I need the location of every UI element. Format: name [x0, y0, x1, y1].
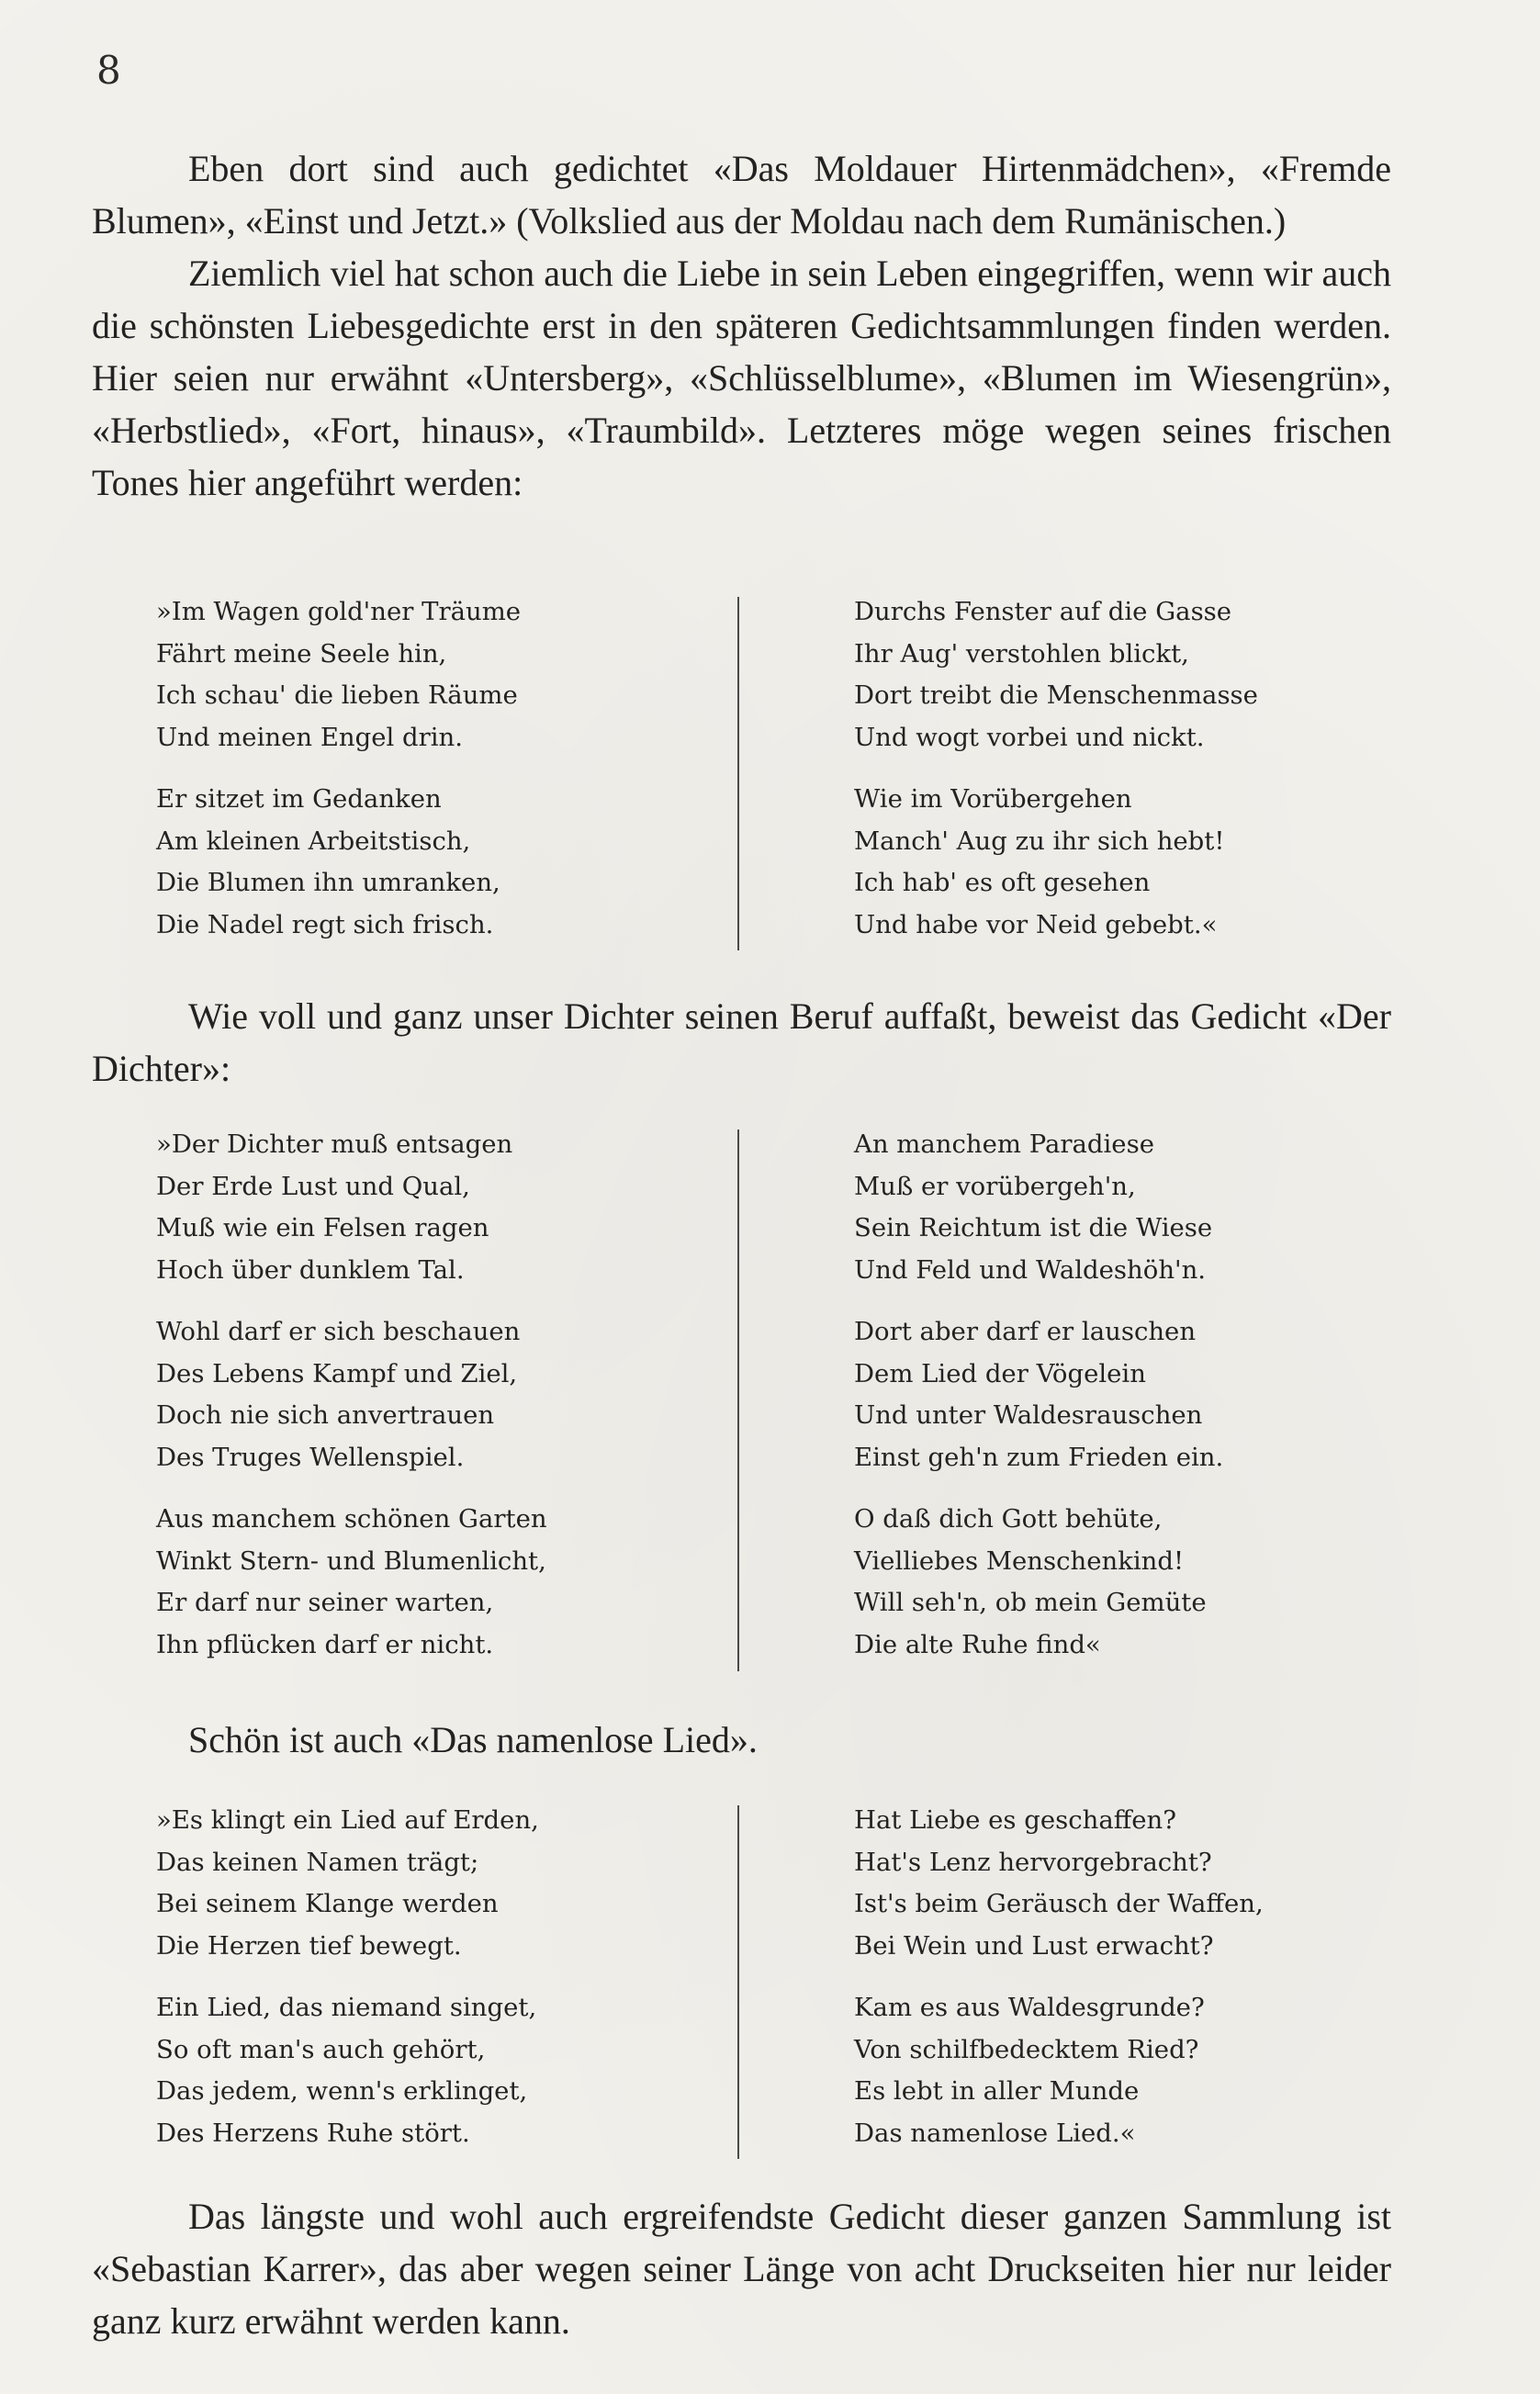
verse-line: Das keinen Namen trägt; — [156, 1847, 479, 1877]
intro-text — [92, 142, 1391, 509]
verse-line: Des Herzens Ruhe stört. — [156, 2118, 470, 2148]
stanza — [156, 591, 716, 759]
verse-line: Kam es aus Waldesgrunde? — [854, 1993, 1205, 2022]
verse-line: Die Herzen tief bewegt. — [156, 1930, 462, 1961]
verse-line: Das namenlose Lied.« — [854, 2118, 1136, 2148]
verse-line: Ist's beim Geräusch der Waffen, — [854, 1889, 1264, 1918]
verse-line: Dem Lied der Vögelein — [854, 1358, 1146, 1388]
stanza — [156, 1987, 716, 2154]
verse-line: Er sitzet im Gedanken — [156, 784, 442, 814]
poem-der-dichter-right-column — [854, 1124, 1414, 1686]
verse-line: Bei seinem Klange werden — [156, 1889, 499, 1918]
verse-line: Die alte Ruhe find« — [854, 1629, 1101, 1659]
poem-der-dichter — [156, 1124, 1377, 1675]
verse-line: »Der Dichter muß entsagen — [156, 1130, 513, 1159]
page-number: 8 — [96, 48, 121, 93]
poem-traumbild-right-column — [854, 591, 1414, 966]
verse-line: Dort aber darf er lauschen — [854, 1317, 1197, 1346]
verse-line: Hat's Lenz hervorgebracht? — [854, 1847, 1212, 1877]
verse-line: Von schilfbedecktem Ried? — [854, 2034, 1199, 2064]
poem-traumbild — [156, 591, 1377, 950]
verse-line: Ein Lied, das niemand singet, — [156, 1993, 537, 2022]
verse-line: Ich hab' es oft gesehen — [854, 868, 1151, 897]
verse-line: Und Feld und Waldeshöh'n. — [854, 1254, 1207, 1285]
verse-line: Die Nadel regt sich frisch. — [156, 909, 494, 939]
stanza — [854, 1124, 1414, 1291]
verse-line: Will seh'n, ob mein Gemüte — [854, 1588, 1207, 1617]
verse-line: Es lebt in aller Munde — [854, 2076, 1140, 2106]
verse-line: Die Blumen ihn umranken, — [156, 868, 500, 897]
verse-line: Am kleinen Arbeitstisch, — [156, 826, 471, 856]
verse-line: Ich schau' die lieben Räume — [156, 680, 518, 710]
column-divider — [737, 1805, 739, 2159]
closing-paragraph: Das längste und wohl auch ergreifendste Gedicht dieser ganzen Sammlung ist «Sebastian Karrer», das aber wegen seiner Länge von acht Druckseiten hier nur leider ganz kurz erwähnt werden kann. — [92, 2196, 1391, 2342]
verse-line: Aus manchem schönen Garten — [156, 1504, 547, 1534]
namenlose-lied-intro: Schön ist auch «Das namenlose Lied». — [188, 1719, 758, 1760]
verse-line: Sein Reichtum ist die Wiese — [854, 1213, 1213, 1242]
verse-line: Und meinen Engel drin. — [156, 722, 464, 752]
stanza — [156, 1499, 716, 1666]
stanza — [854, 1800, 1414, 1967]
stanza — [156, 1311, 716, 1478]
verse-line: Hoch über dunklem Tal. — [156, 1254, 465, 1285]
poem-der-dichter-left-column — [156, 1124, 716, 1686]
poem-namenlose-lied — [156, 1800, 1377, 2158]
poem-namenlose-lied-right-column — [854, 1800, 1414, 2175]
closing-text — [92, 2190, 1391, 2347]
verse-line: O daß dich Gott behüte, — [854, 1504, 1163, 1534]
verse-line: Vielliebes Menschenkind! — [854, 1545, 1185, 1576]
verse-line: Hat Liebe es geschaffen? — [854, 1805, 1177, 1835]
stanza — [156, 779, 716, 946]
verse-line: Ihn pflücken darf er nicht. — [156, 1629, 494, 1659]
intro-paragraph-2: Ziemlich viel hat schon auch die Liebe in sein Leben eingegriffen, wenn wir auch die schönsten Liebesgedichte erst in den späteren Gedichtsammlungen finden werden. Hier seien nur erwähnt «Untersberg», «Schlüsselblume», «Blumen im Wiesengrün», «Herbstlied», «Fort, hinaus», «Traumbild». Letzteres möge wegen seines frischen Tones hier angeführt werden: — [92, 253, 1391, 503]
stanza — [854, 1499, 1414, 1666]
stanza — [854, 591, 1414, 759]
verse-line: Des Truges Wellenspiel. — [156, 1442, 465, 1472]
stanza — [854, 1987, 1414, 2154]
verse-line: Und unter Waldesrauschen — [854, 1400, 1203, 1430]
verse-line: Der Erde Lust und Qual, — [156, 1171, 470, 1201]
verse-line: »Es klingt ein Lied auf Erden, — [156, 1805, 539, 1835]
verse-line: Durchs Fenster auf die Gasse — [854, 597, 1232, 626]
verse-line: Wie im Vorübergehen — [854, 784, 1132, 814]
verse-line: Muß wie ein Felsen ragen — [156, 1213, 489, 1242]
verse-line: Muß er vorübergeh'n, — [854, 1171, 1136, 1201]
verse-line: Winkt Stern- und Blumenlicht, — [156, 1545, 546, 1576]
verse-line: Das jedem, wenn's erklinget, — [156, 2076, 528, 2106]
verse-line: Des Lebens Kampf und Ziel, — [156, 1358, 518, 1388]
verse-line: Er darf nur seiner warten, — [156, 1588, 494, 1617]
verse-line: Bei Wein und Lust erwacht? — [854, 1930, 1214, 1961]
middle-paragraph: Wie voll und ganz unser Dichter seinen Beruf auffaßt, beweist das Gedicht «Der Dichter»: — [92, 995, 1391, 1089]
stanza — [854, 779, 1414, 946]
verse-line: Und habe vor Neid gebebt.« — [854, 909, 1218, 939]
verse-line: So oft man's auch gehört, — [156, 2034, 486, 2064]
column-divider — [737, 597, 739, 950]
stanza — [854, 1311, 1414, 1478]
stanza — [156, 1800, 716, 1967]
stanza — [156, 1124, 716, 1291]
verse-line: Ihr Aug' verstohlen blickt, — [854, 638, 1189, 669]
verse-line: Manch' Aug zu ihr sich hebt! — [854, 826, 1225, 856]
verse-line: Fährt meine Seele hin, — [156, 638, 447, 669]
verse-line: Doch nie sich anvertrauen — [156, 1400, 495, 1430]
verse-line: Dort treibt die Menschenmasse — [854, 680, 1258, 710]
verse-line: Einst geh'n zum Frieden ein. — [854, 1442, 1224, 1472]
intro-paragraph-1: Eben dort sind auch gedichtet «Das Moldauer Hirtenmädchen», «Fremde Blumen», «Einst und Jetzt.» (Volkslied aus der Moldau nach dem Rumänischen.) — [92, 148, 1391, 242]
column-divider — [737, 1130, 739, 1671]
verse-line: An manchem Paradiese — [854, 1130, 1154, 1159]
verse-line: Und wogt vorbei und nickt. — [854, 722, 1205, 752]
poem-traumbild-left-column — [156, 591, 716, 966]
verse-line: Wohl darf er sich beschauen — [156, 1317, 521, 1346]
verse-line: »Im Wagen gold'ner Träume — [156, 597, 522, 626]
poem-namenlose-lied-left-column — [156, 1800, 716, 2175]
middle-text — [92, 990, 1391, 1095]
